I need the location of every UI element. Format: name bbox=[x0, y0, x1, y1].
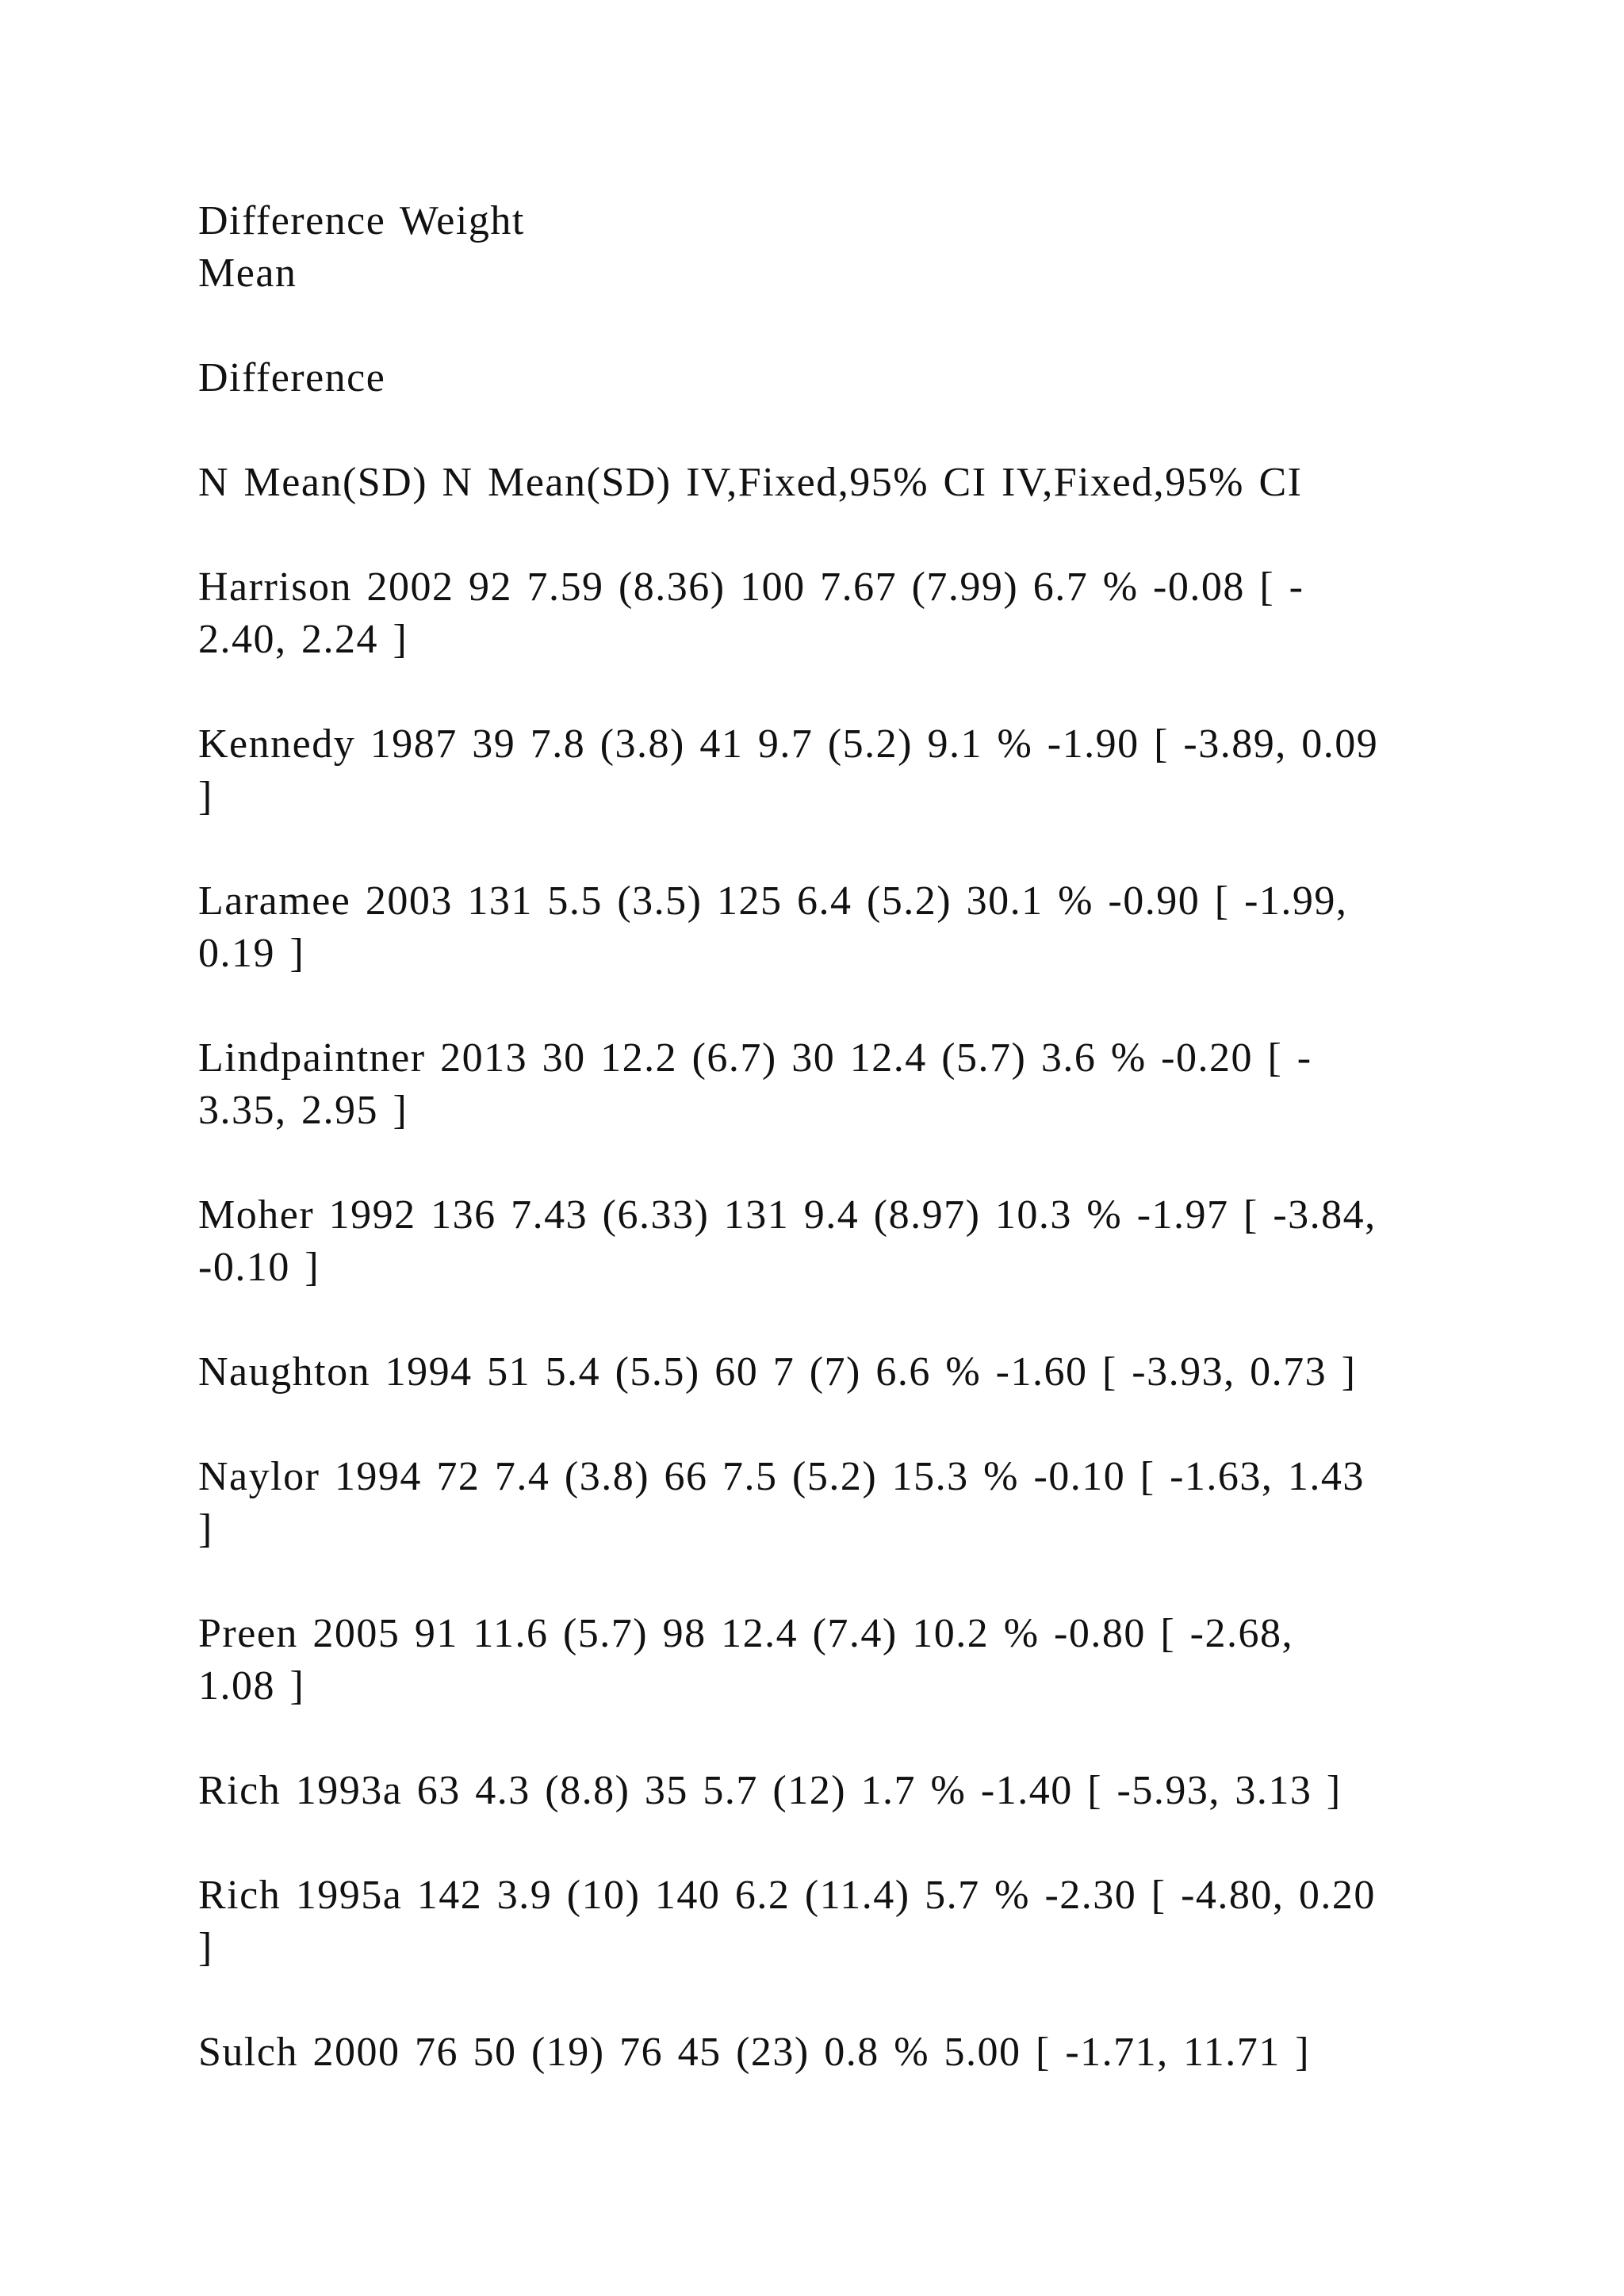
header-line-2: Mean bbox=[198, 251, 297, 296]
row-line-1: Moher 1992 136 7.43 (6.33) 131 9.4 (8.97) 10.3 % -1.97 [ -3.84, bbox=[198, 1192, 1377, 1238]
table-row bbox=[198, 1608, 1451, 1712]
row-line-2: ] bbox=[198, 774, 213, 819]
table-row bbox=[198, 1869, 1451, 1974]
header-difference bbox=[198, 352, 1451, 404]
header-line-3: Difference bbox=[198, 355, 386, 400]
row-line-1: Lindpaintner 2013 30 12.2 (6.7) 30 12.4 (5.7) 3.6 % -0.20 [ - bbox=[198, 1035, 1312, 1081]
row-line-1: Rich 1993a 63 4.3 (8.8) 35 5.7 (12) 1.7 % -1.40 [ -5.93, 3.13 ] bbox=[198, 1768, 1342, 1813]
column-header-line: N Mean(SD) N Mean(SD) IV,Fixed,95% CI IV,Fixed,95% CI bbox=[198, 460, 1303, 505]
table-row bbox=[198, 1765, 1451, 1817]
table-row bbox=[198, 561, 1451, 666]
row-line-2: ] bbox=[198, 1506, 213, 1552]
row-line-2: 0.19 ] bbox=[198, 931, 305, 976]
table-row bbox=[198, 1346, 1451, 1399]
table-row bbox=[198, 718, 1451, 823]
row-line-2: -0.10 ] bbox=[198, 1245, 320, 1290]
row-line-1: Sulch 2000 76 50 (19) 76 45 (23) 0.8 % 5.00 [ -1.71, 11.71 ] bbox=[198, 2030, 1311, 2075]
row-line-1: Laramee 2003 131 5.5 (3.5) 125 6.4 (5.2) 30.1 % -0.90 [ -1.99, bbox=[198, 878, 1348, 924]
row-line-2: 2.40, 2.24 ] bbox=[198, 617, 408, 662]
row-line-2: 1.08 ] bbox=[198, 1663, 305, 1709]
row-line-1: Naylor 1994 72 7.4 (3.8) 66 7.5 (5.2) 15.3 % -0.10 [ -1.63, 1.43 bbox=[198, 1454, 1365, 1499]
table-row bbox=[198, 1032, 1451, 1137]
document-page bbox=[198, 195, 1451, 2131]
row-line-2: 3.35, 2.95 ] bbox=[198, 1088, 408, 1133]
header-block bbox=[198, 195, 1451, 300]
row-line-1: Kennedy 1987 39 7.8 (3.8) 41 9.7 (5.2) 9.1 % -1.90 [ -3.89, 0.09 bbox=[198, 721, 1379, 767]
header-line-1: Difference Weight bbox=[198, 198, 525, 243]
table-row bbox=[198, 875, 1451, 980]
row-line-1: Naughton 1994 51 5.4 (5.5) 60 7 (7) 6.6 % -1.60 [ -3.93, 0.73 ] bbox=[198, 1349, 1357, 1395]
table-row bbox=[198, 1451, 1451, 1556]
row-line-2: ] bbox=[198, 1925, 213, 1970]
row-line-1: Preen 2005 91 11.6 (5.7) 98 12.4 (7.4) 10.2 % -0.80 [ -2.68, bbox=[198, 1611, 1293, 1656]
column-headers bbox=[198, 457, 1451, 509]
row-line-1: Rich 1995a 142 3.9 (10) 140 6.2 (11.4) 5.7 % -2.30 [ -4.80, 0.20 bbox=[198, 1873, 1376, 1918]
row-line-1: Harrison 2002 92 7.59 (8.36) 100 7.67 (7.99) 6.7 % -0.08 [ - bbox=[198, 564, 1304, 610]
table-row bbox=[198, 2026, 1451, 2079]
table-row bbox=[198, 1189, 1451, 1294]
